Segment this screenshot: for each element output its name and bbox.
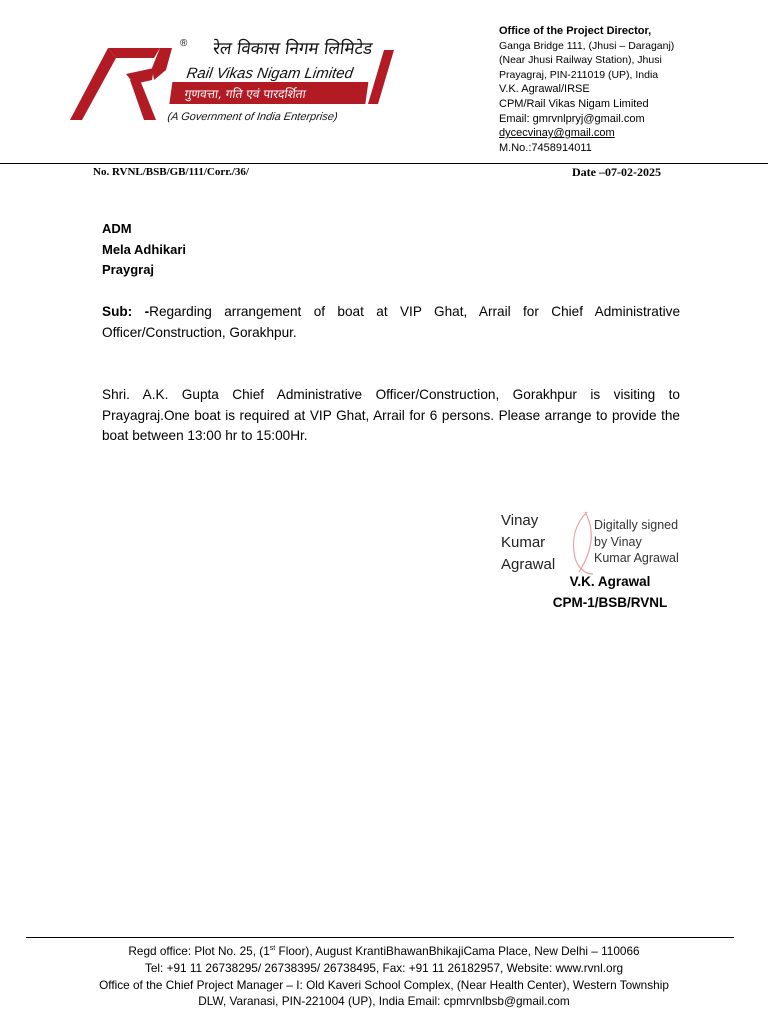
office-line: Prayagraj, PIN-211019 (UP), India <box>499 68 659 81</box>
office-title: Office of the Project Director, <box>499 25 652 37</box>
footer-text: Floor), August KrantiBhawanBhikajiCama Place, New Delhi – 110066 <box>275 943 640 958</box>
addressee-line: Mela Adhikari <box>102 241 187 257</box>
letter-date: Date –07-02-2025 <box>572 165 661 179</box>
header-divider <box>0 163 768 164</box>
footer-line: DLW, Varanasi, PIN-221004 (UP), India Email: cpmrvnlbsb@gmail.com <box>198 994 570 1009</box>
logo-subtitle: (A Government of India Enterprise) <box>166 111 339 123</box>
logo-tagline: गुणवत्ता, गति एवं पारदर्शिता <box>183 87 307 101</box>
signature-name <box>501 510 555 576</box>
footer-sup: st <box>269 945 276 952</box>
footer-divider <box>26 937 734 938</box>
digital-sign-line: Digitally signed <box>594 518 679 532</box>
subject-text: Regarding arrangement of boat at VIP Ghat, Arrail for Chief Administrative Officer/Construction, Gorakhpur. <box>102 304 681 340</box>
contact-mobile: M.No.:7458914011 <box>499 141 592 154</box>
office-line: Ganga Bridge 111, (Jhusi – Daraganj) <box>499 39 675 52</box>
rvnl-logo <box>68 28 408 132</box>
digital-sign-line: by Vinay <box>594 534 642 549</box>
footer-text: Regd office: Plot No. 25, (1 <box>128 943 270 958</box>
addressee-block <box>102 219 186 281</box>
signatory-name: V.K. Agrawal <box>569 574 651 589</box>
rvnl-emblem-icon <box>68 28 408 132</box>
contact-email-link[interactable]: dycecvinay@gmail.com <box>499 127 615 140</box>
footer-line: Office of the Chief Project Manager – I: Old Kaveri School Complex, (Near Health Center), Western Township <box>99 977 669 992</box>
footer <box>0 941 768 1010</box>
signatory-block <box>512 572 708 613</box>
letter-body: Shri. A.K. Gupta Chief Administrative Officer/Construction, Gorakhpur is visiting to Prayagraj.One boat is required at VIP Ghat, Arrail for 6 persons. Please arrange to provide the boat between 13:00 hr to 15:00Hr. <box>102 387 680 443</box>
reference-number: No. RVNL/BSB/GB/111/Corr./36/ <box>93 166 249 178</box>
office-address-block <box>499 24 764 155</box>
logo-hindi-name: रेल विकास निगम लिमिटेड <box>211 39 374 59</box>
office-line: (Near Jhusi Railway Station), Jhusi <box>499 54 662 67</box>
footer-line: Tel: +91 11 26738295/ 26738395/ 26738495, Fax: +91 11 26182957, Website: www.rvnl.org <box>144 960 624 975</box>
contact-line: CPM/Rail Vikas Nigam Limited <box>499 97 649 110</box>
contact-line: V.K. Agrawal/IRSE <box>499 83 590 96</box>
digital-sign-line: Kumar Agrawal <box>594 551 679 565</box>
addressee-line: Praygraj <box>102 262 155 277</box>
signature-name-line: Agrawal <box>501 556 556 573</box>
signatory-designation: CPM-1/BSB/RVNL <box>552 594 668 610</box>
digital-signature-info <box>594 517 679 567</box>
subject-line <box>102 302 680 343</box>
contact-email: Email: gmrvnlpryj@gmail.com <box>499 112 645 125</box>
signature-name-line: Vinay <box>501 512 539 529</box>
signature-name-line: Kumar <box>501 534 546 551</box>
registered-mark: ® <box>180 38 188 49</box>
addressee-line: ADM <box>102 221 132 236</box>
footer-line <box>0 941 768 960</box>
logo-english-name: Rail Vikas Nigam Limited <box>185 65 355 82</box>
subject-label: Sub: - <box>102 304 150 319</box>
